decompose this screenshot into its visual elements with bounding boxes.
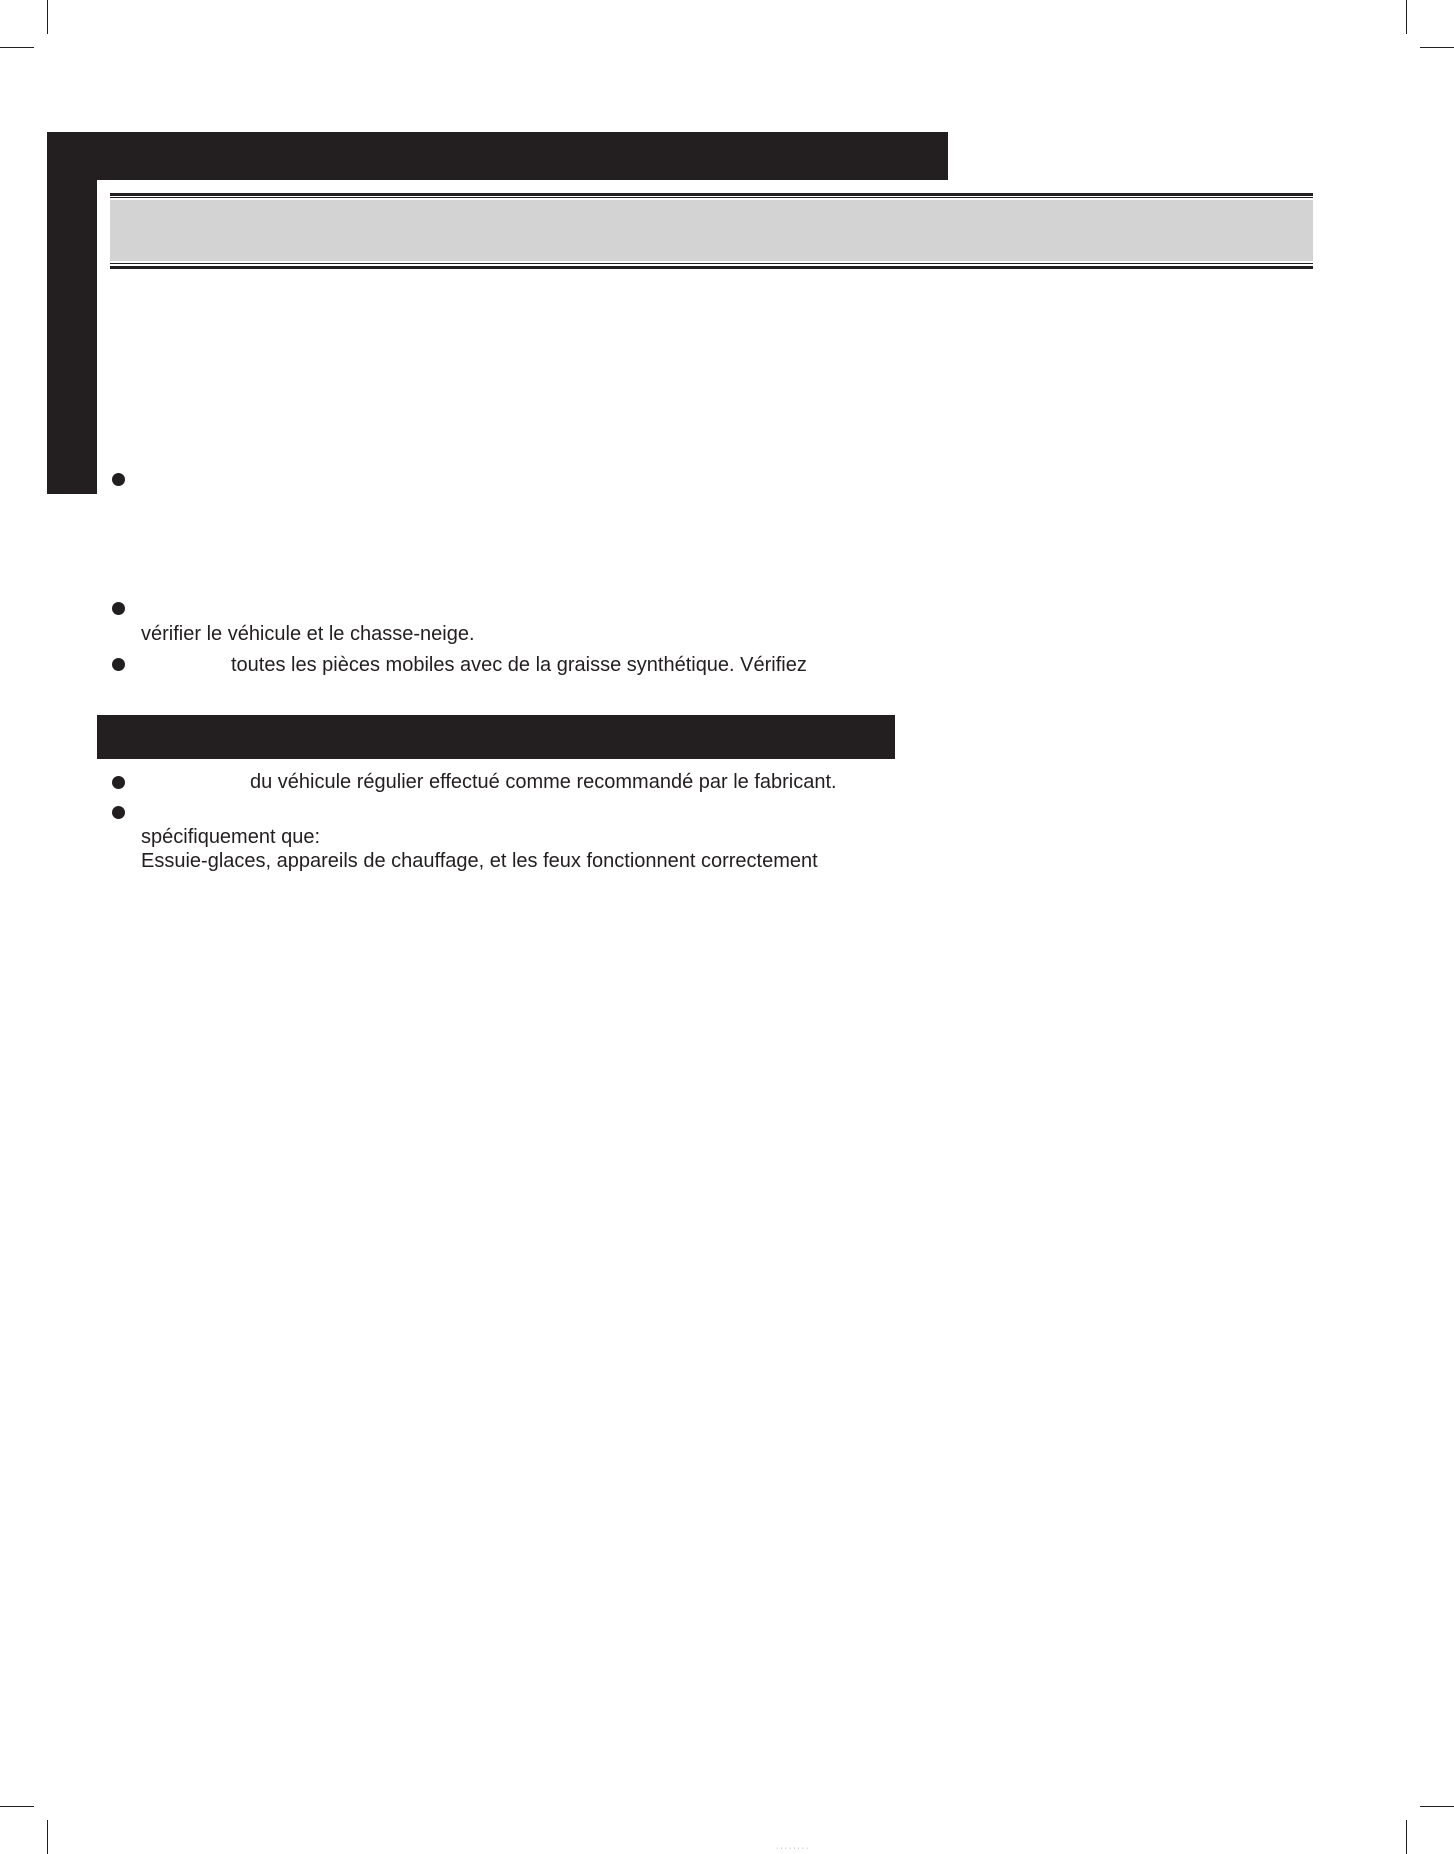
bullet-marker bbox=[112, 602, 125, 615]
bullet-text: toutes les pièces mobiles avec de la graisse synthétique. Vérifiez bbox=[231, 654, 807, 676]
crop-mark-bottom-right-h bbox=[1420, 1806, 1454, 1807]
crop-mark-bottom-left-h bbox=[0, 1806, 34, 1807]
bullet-marker bbox=[112, 806, 125, 819]
crop-mark-top-right bbox=[1406, 0, 1407, 34]
bullet-text-continuation: Essuie-glaces, appareils de chauffage, et les feux fonctionnent correctement bbox=[141, 850, 818, 872]
section-header-bar bbox=[97, 715, 895, 759]
title-band bbox=[110, 193, 1313, 269]
header-black-bar bbox=[47, 132, 948, 180]
title-rule-bottom bbox=[110, 266, 1313, 269]
bullet-marker bbox=[112, 776, 125, 789]
print-code: · · · · · · · · bbox=[776, 1845, 809, 1852]
bullet-text: du véhicule régulier effectué comme recommandé par le fabricant. bbox=[250, 771, 837, 793]
left-black-bar bbox=[47, 132, 97, 494]
bullet-marker bbox=[112, 473, 125, 486]
crop-mark-top-right-h bbox=[1420, 47, 1454, 48]
title-rule-top-thin bbox=[110, 197, 1313, 198]
crop-mark-top-left-h bbox=[0, 47, 34, 48]
bullet-text-continuation: spécifiquement que: bbox=[141, 826, 321, 848]
crop-mark-bottom-left bbox=[47, 1820, 48, 1854]
title-band-fill bbox=[110, 200, 1313, 261]
crop-mark-bottom-right bbox=[1406, 1820, 1407, 1854]
title-rule-top bbox=[110, 193, 1313, 196]
bullet-text-continuation: vérifier le véhicule et le chasse-neige. bbox=[141, 623, 475, 645]
bullet-marker bbox=[112, 658, 125, 671]
title-rule-bottom-thin bbox=[110, 263, 1313, 264]
crop-mark-top-left bbox=[47, 0, 48, 34]
